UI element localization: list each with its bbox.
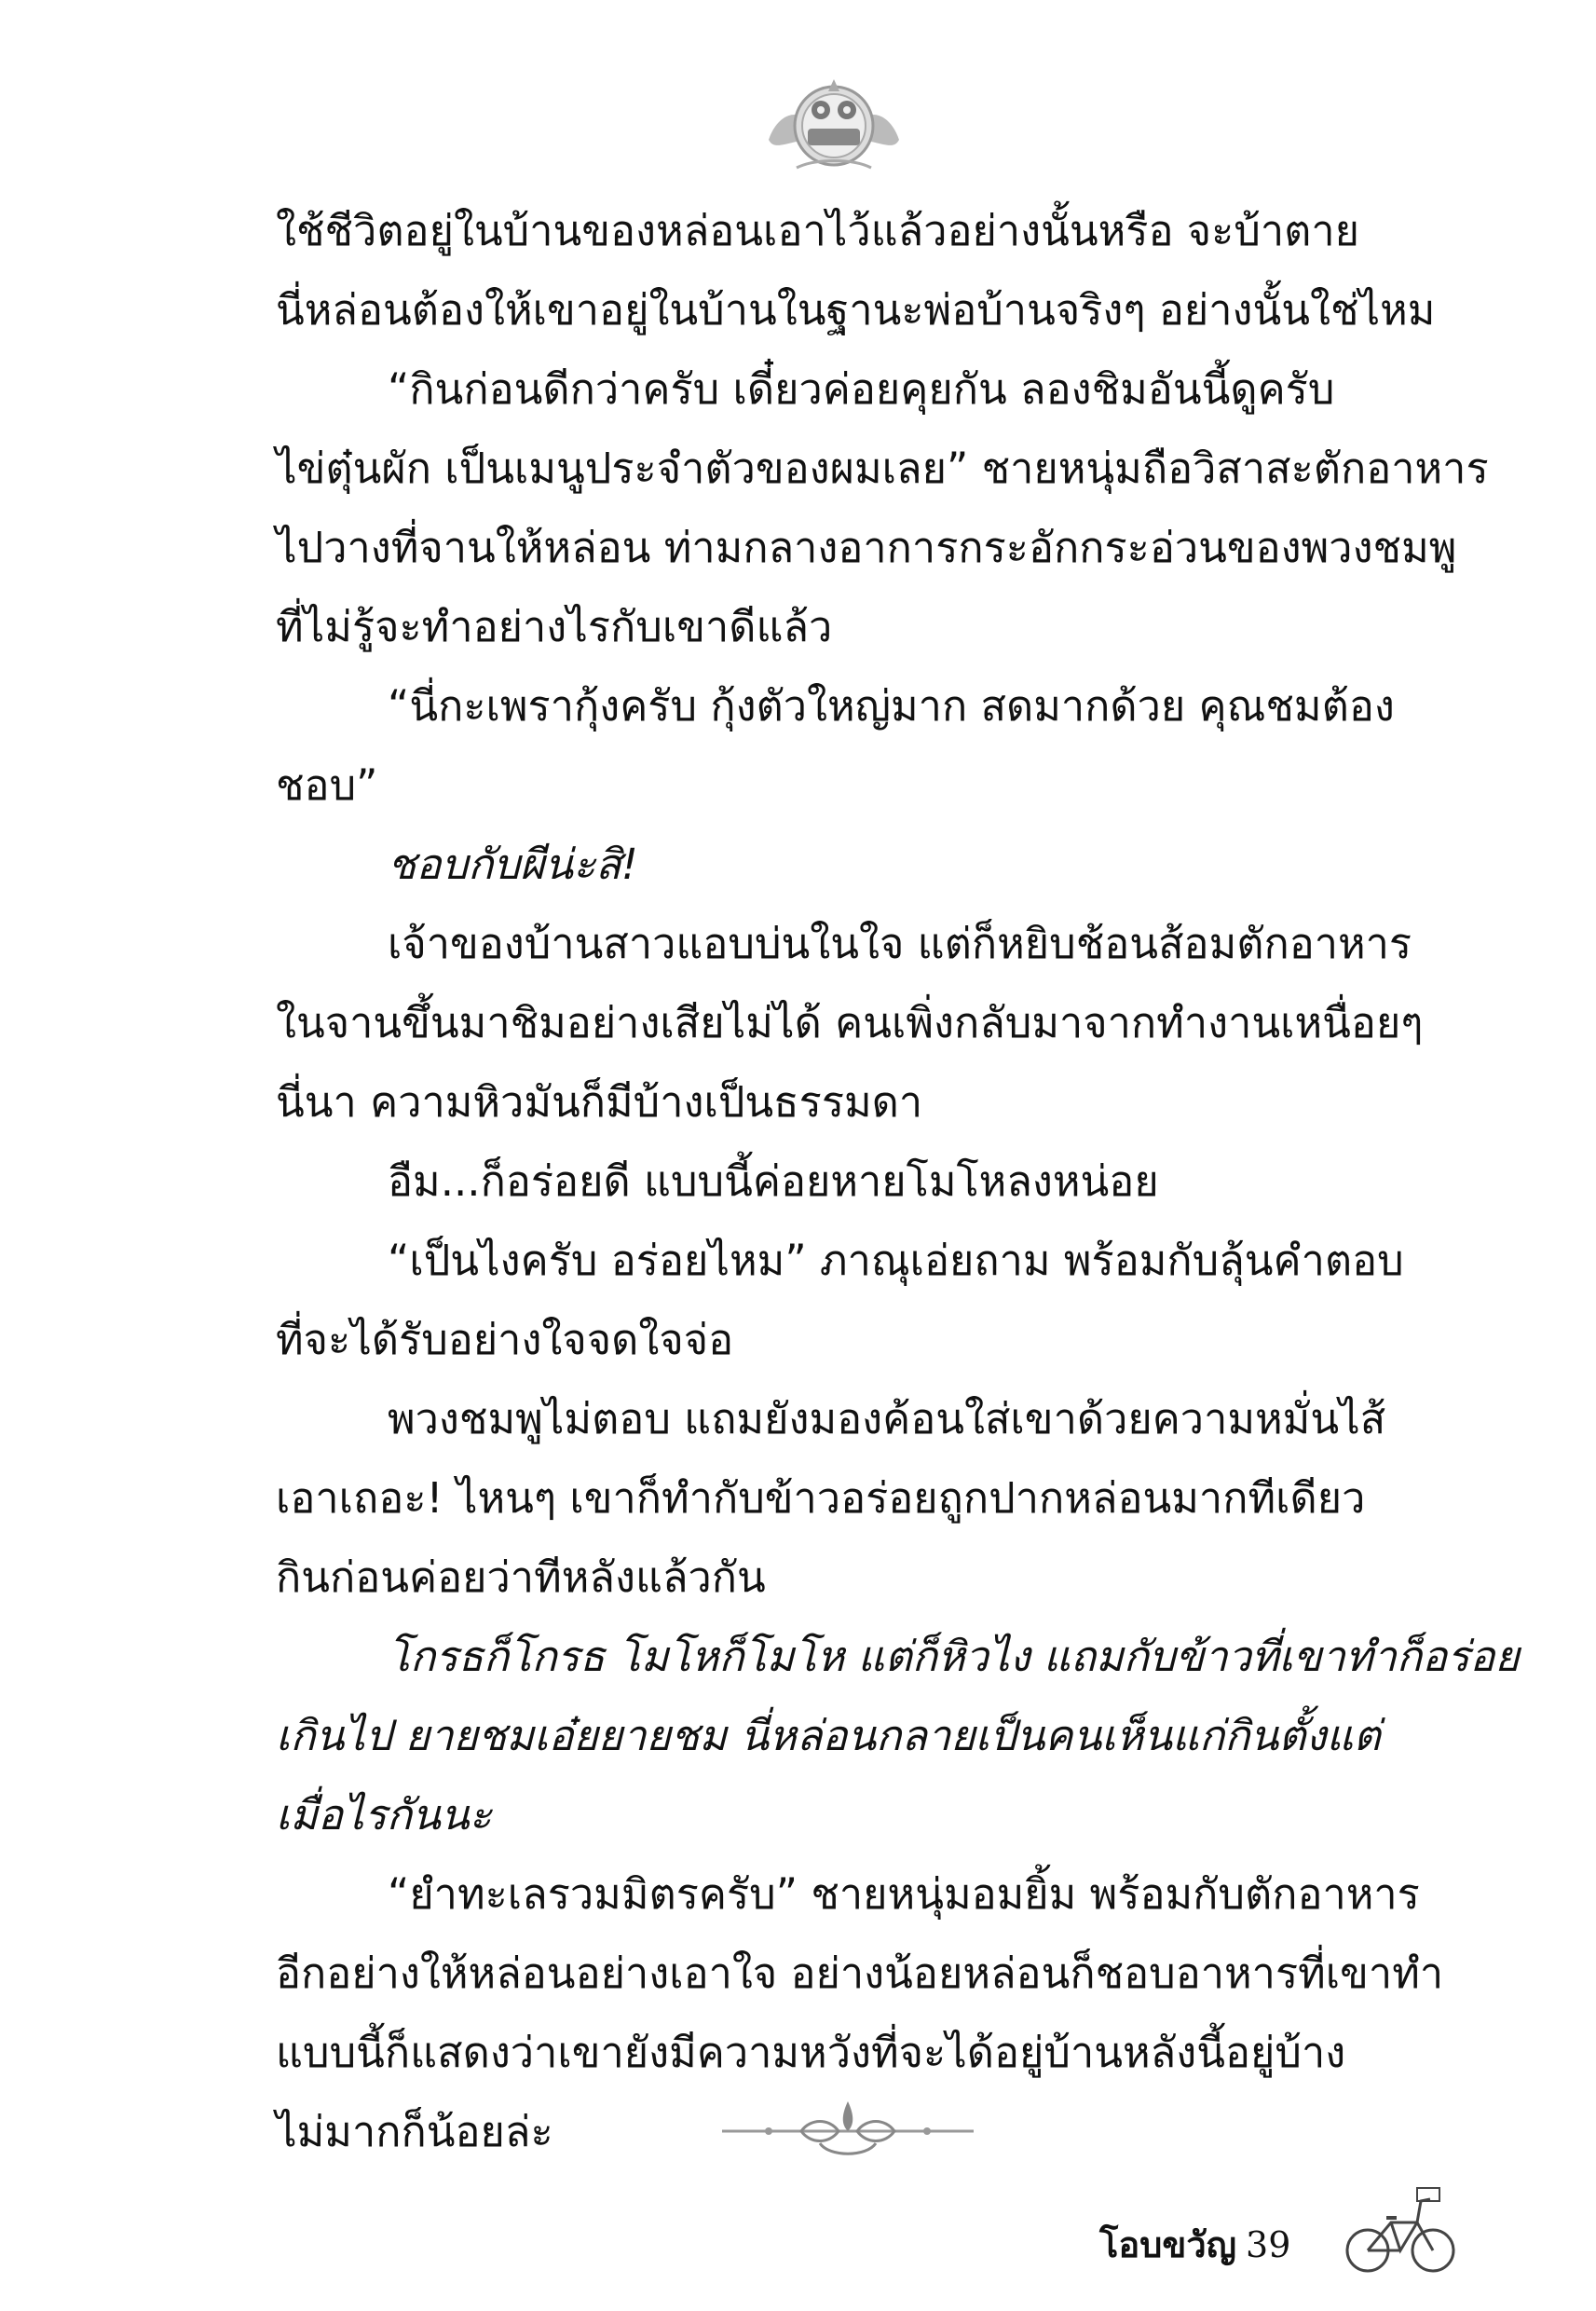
page-number: 39 (1246, 2224, 1291, 2265)
text-line: เจ้าของบ้านสาวแอบบ่นในใจ แต่ก็หยิบช้อนส้อมตักอาหาร (388, 919, 1412, 968)
text-line: พวงชมพูไม่ตอบ แถมยังมองค้อนใส่เขาด้วยความหมั่นไส้ (388, 1394, 1386, 1443)
bicycle-icon (1344, 2181, 1456, 2283)
text-line: ที่จะได้รับอย่างใจจดใจจ่อ (276, 1315, 734, 1364)
text-line: เกินไป ยายชมเอ๋ยยายชม นี่หล่อนกลายเป็นคนเห็นแก่กินตั้งแต่ (276, 1711, 1381, 1760)
text-line: นี่หล่อนต้องให้เขาอยู่ในบ้านในฐานะพ่อบ้านจริงๆ อย่างนั้นใช่ไหม (276, 285, 1436, 335)
text-line: อืม...ก็อร่อยดี แบบนี้ค่อยหายโมโหลงหน่อย (388, 1156, 1159, 1206)
page-footer (1099, 2181, 1472, 2283)
text-line: ในจานขึ้นมาชิมอย่างเสียไม่ได้ คนเพิ่งกลับมาจากทำงานเหนื่อยๆ (276, 998, 1424, 1047)
text-line: ไม่มากก็น้อยล่ะ (276, 2107, 553, 2156)
footer-text (1099, 2216, 1290, 2273)
ornamental-divider-icon (713, 2092, 983, 2167)
text-line: เอาเถอะ! ไหนๆ เขาก็ทำกับข้าวอร่อยถูกปากหล่อนมากทีเดียว (276, 1473, 1366, 1523)
text-line: โกรธก็โกรธ โมโหก็โมโห แต่ก็หิวไง แถมกับข้าวที่เขาทำก็อร่อย (388, 1632, 1520, 1681)
book-title: โอบขวัญ (1099, 2224, 1237, 2265)
text-line: นี่นา ความหิวมันก็มีบ้างเป็นธรรมดา (276, 1077, 923, 1127)
text-line: ไปวางที่จานให้หล่อน ท่ามกลางอาการกระอักกระอ่วนของพวงชมพู (276, 523, 1457, 572)
emblem-ornament-icon (759, 56, 908, 196)
text-line: “เป็นไงครับ อร่อยไหม” ภาณุเอ่ยถาม พร้อมกับลุ้นคำตอบ (388, 1236, 1404, 1285)
body-text (276, 191, 1520, 2171)
text-line: ใช้ชีวิตอยู่ในบ้านของหล่อนเอาไว้แล้วอย่างนั้นหรือ จะบ้าตาย (276, 206, 1360, 255)
text-line: กินก่อนค่อยว่าทีหลังแล้วกัน (276, 1552, 766, 1602)
text-line: “ยำทะเลรวมมิตรครับ” ชายหนุ่มอมยิ้ม พร้อมกับตักอาหาร (388, 1869, 1420, 1919)
text-line: ชอบกับผีน่ะสิ! (388, 840, 638, 889)
text-line: เมื่อไรกันนะ (276, 1790, 492, 1839)
text-line: ที่ไม่รู้จะทำอย่างไรกับเขาดีแล้ว (276, 602, 833, 651)
text-line: แบบนี้ก็แสดงว่าเขายังมีความหวังที่จะได้อยู่บ้านหลังนี้อยู่บ้าง (276, 2028, 1346, 2077)
text-line: อีกอย่างให้หล่อนอย่างเอาใจ อย่างน้อยหล่อนก็ชอบอาหารที่เขาทำ (276, 1949, 1444, 1998)
text-line: “กินก่อนดีกว่าครับ เดี๋ยวค่อยคุยกัน ลองชิมอันนี้ดูครับ (388, 364, 1335, 414)
text-line: ชอบ” (276, 760, 378, 810)
text-line: ไข่ตุ๋นผัก เป็นเมนูประจำตัวของผมเลย” ชายหนุ่มถือวิสาสะตักอาหาร (276, 444, 1489, 493)
text-line: “นี่กะเพรากุ้งครับ กุ้งตัวใหญ่มาก สดมากด้วย คุณชมต้อง (388, 681, 1395, 731)
